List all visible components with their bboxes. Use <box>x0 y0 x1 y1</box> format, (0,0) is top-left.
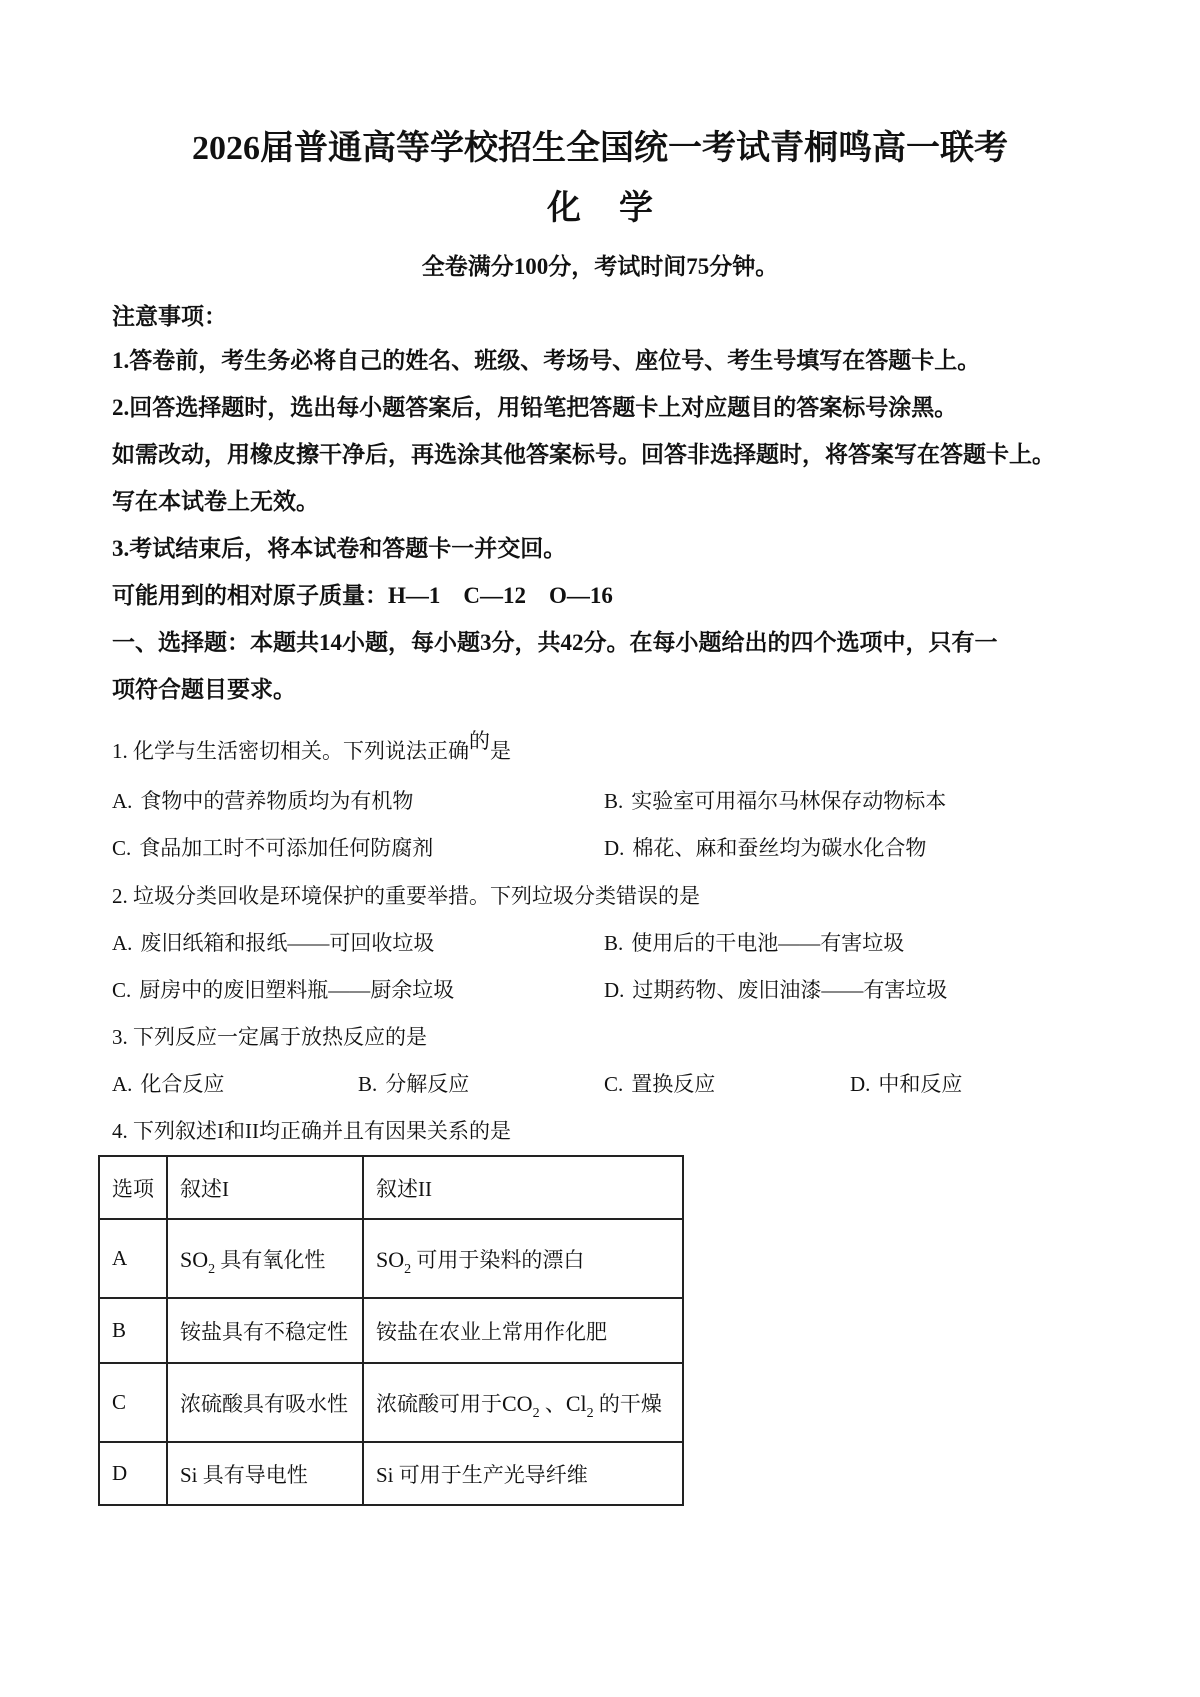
score-line: 全卷满分100分，考试时间75分钟。 <box>421 254 779 279</box>
question-2-option-d[interactable]: D. 过期药物、废旧油漆——有害垃圾 <box>604 978 948 1002</box>
row-key: A <box>99 1219 167 1298</box>
table-row[interactable] <box>99 1363 683 1442</box>
question-3-option-c[interactable]: C. 置换反应 <box>604 1072 716 1096</box>
question-4-table <box>98 1155 684 1506</box>
statement-1-cell: $SO_2$ 具有氧化性 <box>167 1219 363 1298</box>
subject-title: 化学 <box>547 190 691 227</box>
question-4-stem: 4. 下列叙述I和II均正确并且有因果关系的是 <box>112 1119 511 1143</box>
table-header-row <box>99 1156 683 1219</box>
question-3-stem: 3. 下列反应一定属于放热反应的是 <box>112 1025 427 1049</box>
table-header-cell: 叙述II <box>363 1156 683 1219</box>
atomic-mass-line: 可能用到的相对原子质量：H—1 C—12 O—16 <box>112 583 613 608</box>
table-row[interactable] <box>99 1219 683 1298</box>
statement-1-cell: 浓硫酸具有吸水性 <box>167 1363 363 1442</box>
question-2-option-a[interactable]: A. 废旧纸箱和报纸——可回收垃圾 <box>112 931 435 955</box>
notice-item-2: 2.回答选择题时，选出每小题答案后，用铅笔把答题卡上对应题目的答案标号涂黑。 <box>112 395 958 420</box>
section-heading-cont: 项符合题目要求。 <box>112 677 296 702</box>
question-2-stem: 2. 垃圾分类回收是环境保护的重要举措。下列垃圾分类错误的是 <box>112 884 700 908</box>
question-2-option-c[interactable]: C. 厨房中的废旧塑料瓶——厨余垃圾 <box>112 978 455 1002</box>
notice-heading: 注意事项： <box>112 304 227 329</box>
notice-item-1: 1.答卷前，考生务必将自己的姓名、班级、考场号、座位号、考生号填写在答题卡上。 <box>112 348 981 373</box>
question-1-option-a[interactable]: A. 食物中的营养物质均为有机物 <box>112 789 414 813</box>
notice-item-3: 3.考试结束后，将本试卷和答题卡一并交回。 <box>112 536 567 561</box>
statement-1-cell: Si 具有导电性 <box>167 1442 363 1505</box>
statement-2-cell: $SO_2$ 可用于染料的漂白 <box>363 1219 683 1298</box>
question-1-option-d[interactable]: D. 棉花、麻和蚕丝均为碳水化合物 <box>604 836 927 860</box>
question-1-stem: 1. 化学与生活密切相关。下列说法正确的是 <box>112 729 511 763</box>
table-header-cell: 选项 <box>99 1156 167 1219</box>
notice-item-2-cont: 如需改动，用橡皮擦干净后，再选涂其他答案标号。回答非选择题时，将答案写在答题卡上。 <box>112 442 1055 467</box>
row-key: D <box>99 1442 167 1505</box>
question-2-option-b[interactable]: B. 使用后的干电池——有害垃圾 <box>604 931 905 955</box>
table-row[interactable] <box>99 1298 683 1363</box>
question-1-option-b[interactable]: B. 实验室可用福尔马林保存动物标本 <box>604 789 947 813</box>
statement-2-cell: Si 可用于生产光导纤维 <box>363 1442 683 1505</box>
exam-title: 2026届普通高等学校招生全国统一考试青桐鸣高一联考 <box>192 130 1008 167</box>
row-key: C <box>99 1363 167 1442</box>
question-3-option-b[interactable]: B. 分解反应 <box>358 1072 470 1096</box>
question-1-option-c[interactable]: C. 食品加工时不可添加任何防腐剂 <box>112 836 434 860</box>
statement-2-cell: 铵盐在农业上常用作化肥 <box>363 1298 683 1363</box>
table-row[interactable] <box>99 1442 683 1505</box>
statement-2-cell: 浓硫酸可用于$CO_2$ 、$Cl_2$ 的干燥 <box>363 1363 683 1442</box>
row-key: B <box>99 1298 167 1363</box>
question-3-option-d[interactable]: D. 中和反应 <box>850 1072 963 1096</box>
section-heading: 一、选择题：本题共14小题，每小题3分，共42分。在每小题给出的四个选项中，只有一 <box>112 630 998 655</box>
question-3-option-a[interactable]: A. 化合反应 <box>112 1072 225 1096</box>
table-header-cell: 叙述I <box>167 1156 363 1219</box>
notice-item-2-end: 写在本试卷上无效。 <box>112 489 319 514</box>
statement-1-cell: 铵盐具有不稳定性 <box>167 1298 363 1363</box>
